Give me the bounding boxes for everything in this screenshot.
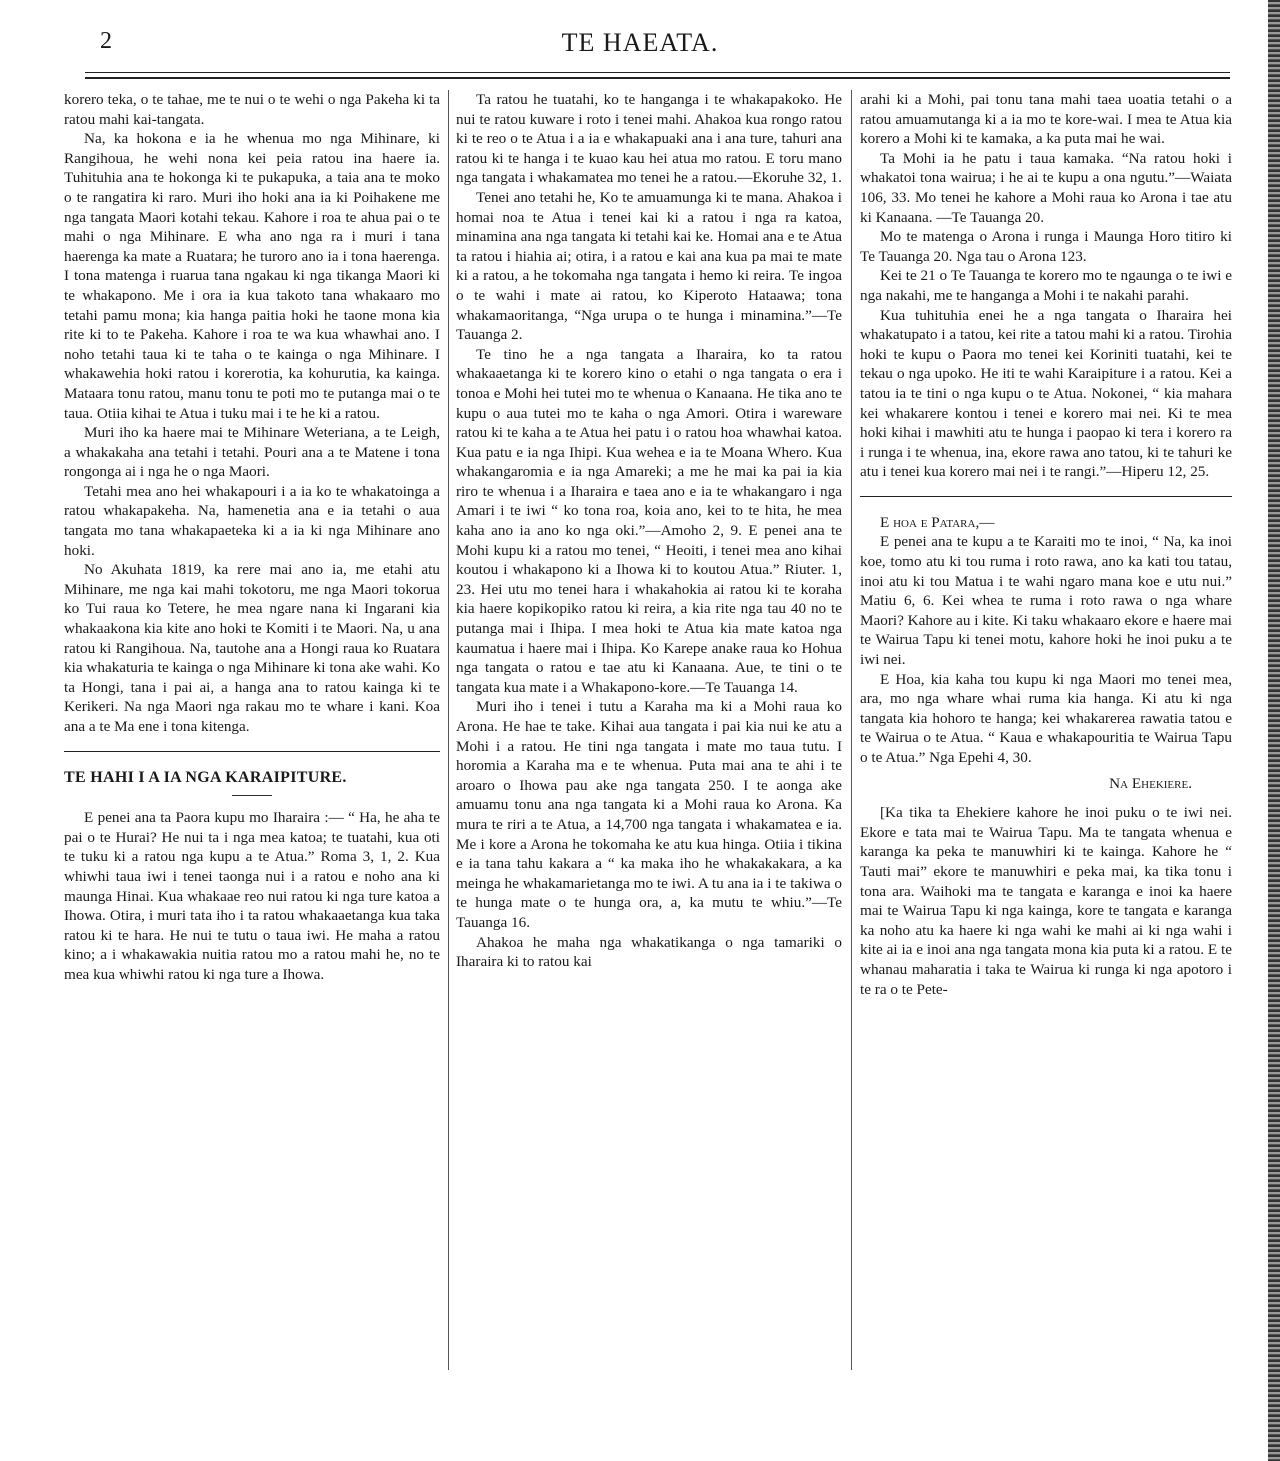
letter-signature: Na Ehekiere.: [1109, 774, 1192, 792]
paragraph: E penei ana te kupu a te Karaiti mo te inoi, “ Na, ka inoi koe, tomo atu ki tou ruma i roto rawa, ano ka kati tou tatau, inoi atu ki tou Matua i te wahi ngaro mana koe e utu nui.” Matiu 6, 6. Kei whea te ruma i roto rawa o nga whare Maori? Kahore au i kite. Ki taku whakaaro ekore e haere mai te Wairua Tapu ki tenei motu, kahore hoki he inoi puku a te iwi nei.: [860, 533, 1232, 669]
paragraph: Ta Mohi ia he patu i taua kamaka. “Na ratou hoki i whakatoi tona wairua; i he ai te kupu a ona ngutu.”—Waiata 106, 33. Mo tenei he kahore a Mohi raua ko Arona i tae atu ki Kanaana. —Te Tauanga 20.: [860, 149, 1232, 226]
paragraph: Muri iho i tenei i tutu a Karaha ma ki a Mohi raua ko Arona. He hae te take. Kihai aua tangata i pai kia nui ke atu a Mohi i a ratou. He tini nga tangata i mate mo taua tutu. I horomia a Karaha ma e te whenua. Puta mai ana te ahi i te aroaro o Ihowa pau ake nga tangata 250. I te aonga ake amuamu tonu ana nga tangata ki a Mohi raua ko Arona. Ka mura te riri a te Atua, a 14,700 nga tangata i whakamatea e ia. Me i kore a Arona he tokomaha ke atu kua hinga. Otiia i tikina e ia tana tahu kakara a “ ka maka iho he whakakakara, a ka meinga he whakamarietanga mo te iwi. A tu ana ia i te takiwa o te hunga mate o te hunga ora, a, ka mutu te whiu.”—Te Tauanga 16.: [456, 698, 842, 931]
paragraph: korero teka, o te tahae, me te nui o te wehi o nga Pakeha ki ta ratou mahi kai-tangata.: [64, 91, 440, 128]
paragraph: Ta ratou he tuatahi, ko te hanganga i te whakapakoko. He nui te ratou kuware i roto i tenei mahi. Ahakoa kua rongo ratou ki te reo o te Atua i a ia e whakapuaki ana i ana ture, tahuri ana ratou ki te hanga i te kuao kau hei atua mo ratou. E toru mano nga tangata i whakamatea mo tenei he a ratou.—Ekoruhe 32, 1.: [456, 91, 842, 187]
paragraph: E Hoa, kia kaha tou kupu ki nga Maori mo tenei mea, ara, mo nga whare whai ruma kia hanga. Ki atu ki nga tangata kia hohoro te hanga; kei whakarerea rawatia tatou e te Wairua o te Atua. “ Kaua e whakapouritia te Wairua Tapu o te Atua.” Nga Epehi 4, 30.: [860, 670, 1232, 766]
paragraph: [Ka tika ta Ehekiere kahore he inoi puku o te iwi nei. Ekore e tata mai te Wairua Tapu. Ma te tangata whenua e karanga ka peka te manuwhiri ki te kainga. Kahore he “ Tauti mai” ekore te manuwhiri e peka mai, ka tika tonu i tona ara. Waihoki ma te tangata e karanga e inoi ka haere mai te Wairua Tapu ki nga kainga, kore te tangata e karanga ka noho atu ka haere ki nga wahi ke mahi ai ki nga wahi i kite ai ia e inoi ana nga tangata mona kia puta ki a ratou. E te whanau maharatia i taka te Wairua ki runga ki nga apotoro i te ra o te Pete-: [860, 804, 1232, 998]
paragraph: Te tino he a nga tangata a Iharaira, ko ta ratou whakaaetanga ki te korero kino o etahi o nga tangata o era i tonoa e Mohi hei tutei mo te whenua o Kanaana. He tika ano te kupu o aua tutei mo te kaha o nga Amori. Otira i wareware ratou ki te kaha a te Atua hei patu i o ratou hoa whawhai katoa. Kua patu e ia nga Ihipi. Kua wehea e ia te Moana Whero. Kua whakangaromia e ia nga Amareki; a me he mai ka pai ia kia riro te whenua i a Iharaira e taea ano e ia te whakangaro i nga Amari i te iwi “ ko tona roa, koia ano, kei to te hita, he mea kaha ano ia ano ko nga oki.”—Amoho 2, 9. E penei ana te Mohi kupu ki a ratou mo tenei, “ Heoiti, i tenei mea ano kihai koutou i whakapono ki a Ihowa ki to koutou Atua.” Riuter. 1, 23. Hei utu mo tenei hara i whakahokia ai ratou ki te koraha kia haere kopikopiko ratou ki reira, a kia rite nga tau 40 no te putanga mai i Ihipa. I mea hoki te Atua kia mate katoa nga kaumatua i haere mai i Ihipa. Ko Karepe anake raua ko Hohua nga tangata o ratou e tae atu ki Kanaana. Aue, te tini o te tangata kua mate i a Whakapono-kore.—Te Tauanga 14.: [456, 345, 842, 696]
short-rule: [232, 795, 272, 796]
header-rule: [85, 77, 1230, 79]
paragraph: Mo te matenga o Arona i runga i Maunga Horo titiro ki Te Tauanga 20. Nga tau o Arona 123.: [860, 228, 1232, 265]
section-heading: TE HAHI I A IA NGA KARAIPITURE.: [64, 768, 347, 786]
paragraph: arahi ki a Mohi, pai tonu tana mahi taea uoatia tetahi o a ratou amuamutanga ki a ia mo te kore-wai. I mea te Atua kia korero a Mohi ki te kamaka, a ka puta mai he wai.: [860, 91, 1232, 148]
paragraph: Na, ka hokona e ia he whenua mo nga Mihinare, ki Rangihoua, he wehi nona kei peia ratou ina haere ia. Tuhituhia ana te hokonga ki te pukapuka, a taia ana te moko o te rangatira ki raro. Muri iho hoki ana ia ki Poihakene me nga tangata Maori kotahi tekau. Kahore i roa te ahua pai o te mahi o nga Mihinare. E wha ano nga ra i muri i tana haerenga ka mate a Ruatara; he turoro ano ia i tona haerenga. I tona matenga i ruarua tana ngakau ki nga tikanga Maori ki te whakapono. Me i ora ia kua takoto tana whakaaro mo tetahi pamu mona; kia hanga paitia hoki he taone mona kia rite ki to te Pakeha. Kahore i roa te wa kua whawhai ano. I noho tetahi taua ki te taha o te kainga o nga Mihinare. I whakawehia hoki ratou i korerotia, ka kohurutia, ka kainga. Mataara tonu ratou, manu tonu te poti mo te putanga mai o te taua. Otiia kihai te Atua i tuku mai i te he ki a ratou.: [64, 130, 440, 422]
paragraph: No Akuhata 1819, ka rere mai ano ia, me etahi atu Mihinare, me nga kai mahi tokotoru, me nga Maori tokorua ko Tui raua ko Tetere, he mea ngare nana ki Ingarani kia whakaakona kia kite ano hoki te Komiti i te Maori. Na, u ana ratou ki Rangihoua. Na, tautohe ana a Hongi raua ko Ruatara kia whakaturia te kainga o nga Mihinare ki tona ake wahi. Ko ta Hongi, tana i pai ai, a hanga ana to ratou kainga ki te Kerikeri. Na nga Maori nga rakau mo te whare i kani. Koa ana a te Ma ene i tona kitenga.: [64, 561, 440, 735]
paragraph: Kua tuhituhia enei he a nga tangata o Iharaira hei whakatupato i a tatou, kei rite a tatou mahi ki a ratou. Tirohia hoki te kupu o Paora mo tenei kei Koriniti tuatahi, kei te tekau o nga upoko. He iti te wahi Karaipiture i a ratou. Kei a tatou ia te tini o nga kupu o te Atua. Nokonei, “ kia mahara kei whakarere kontou i tenei e korero mai nei. Ki te mea hoki kihai i mawhiti atu te hunga i paopao ki tera i korero ra i runga i te whenua, ina, ekore rawa ano tatou, ki te tahuri ke atu i tenei kua korero mai nei i te rangi.”—Hiperu 12, 25.: [860, 306, 1233, 481]
paragraph: Tetahi mea ano hei whakapouri i a ia ko te whakatoinga a ratou whakapakeha. Na, hamenetia ana e ia tetahi o aua tangata mo tana whakapaeteka ki a ia ki nga Mihinare ano hoki.: [64, 482, 440, 559]
column-3: [860, 90, 1232, 999]
paragraph: Tenei ano tetahi he, Ko te amuamunga ki te mana. Ahakoa i homai noa te Atua i tenei kai ki a ratou i nga ra katoa, minamina ana nga tangata ki tetahi kai ke. Homai ana e te Atua ta ratou i hiahia ai; otira, i a ratou e kai ana kua pa mai te mate ki a ratou, a he tokomaha nga tangata i hemo ki reira. Te ingoa o te wahi i mate ai ratou, ko Kiperoto Hataawa; tona whakamaoritanga, “Nga urupa o te hunga i minamina.”—Te Tauanga 2.: [456, 188, 842, 344]
paragraph: Kei te 21 o Te Tauanga te korero mo te ngaunga o te iwi e nga nakahi, me te hanganga a Mohi i te nakahi parahi.: [860, 267, 1232, 304]
newspaper-title: TE HAEATA.: [561, 28, 719, 57]
paragraph: E penei ana ta Paora kupu mo Iharaira :— “ Ha, he aha te pai o te Hurai? He nui ta i nga mea katoa; te tuatahi, kua oti te tuku ki a ratou nga kupu a te Atua.” Roma 3, 1, 2. Kua whiwhi taua iwi i tenei taonga nui i a ratou e noho ana ki maunga Hinai. Kua whakaae reo nui ratou ki nga ture katoa a Ihowa. Otira, i muri tata iho i ta ratou whakaaetanga kua taka ratou ki te hara. He nui te tutu o taua iwi. He maha a ratou kino; a i whakawakia nuitia ratou mo a ratou mahi he, no te mea kua whiwhi ratou ki nga ture a Ihowa.: [64, 809, 440, 983]
letter-salutation: E hoa e Patara,—: [880, 513, 995, 531]
column-2: [456, 90, 842, 972]
section-divider: [64, 751, 440, 752]
paragraph: Ahakoa he maha nga whakatikanga o nga tamariki o Iharaira ki to ratou kai: [456, 933, 842, 971]
scan-edge: [1268, 0, 1280, 1461]
column-divider: [851, 90, 852, 1370]
section-divider: [860, 496, 1232, 497]
column-1: [64, 90, 440, 985]
header-rule: [85, 72, 1230, 73]
page-number: 2: [100, 28, 112, 54]
paragraph: Muri iho ka haere mai te Mihinare Weteriana, a te Leigh, a whakakaha ana tetahi i tetahi. Pouri ana a te Matene i tona rongonga ai i nga he o nga Maori.: [64, 424, 440, 481]
column-divider: [448, 90, 449, 1370]
